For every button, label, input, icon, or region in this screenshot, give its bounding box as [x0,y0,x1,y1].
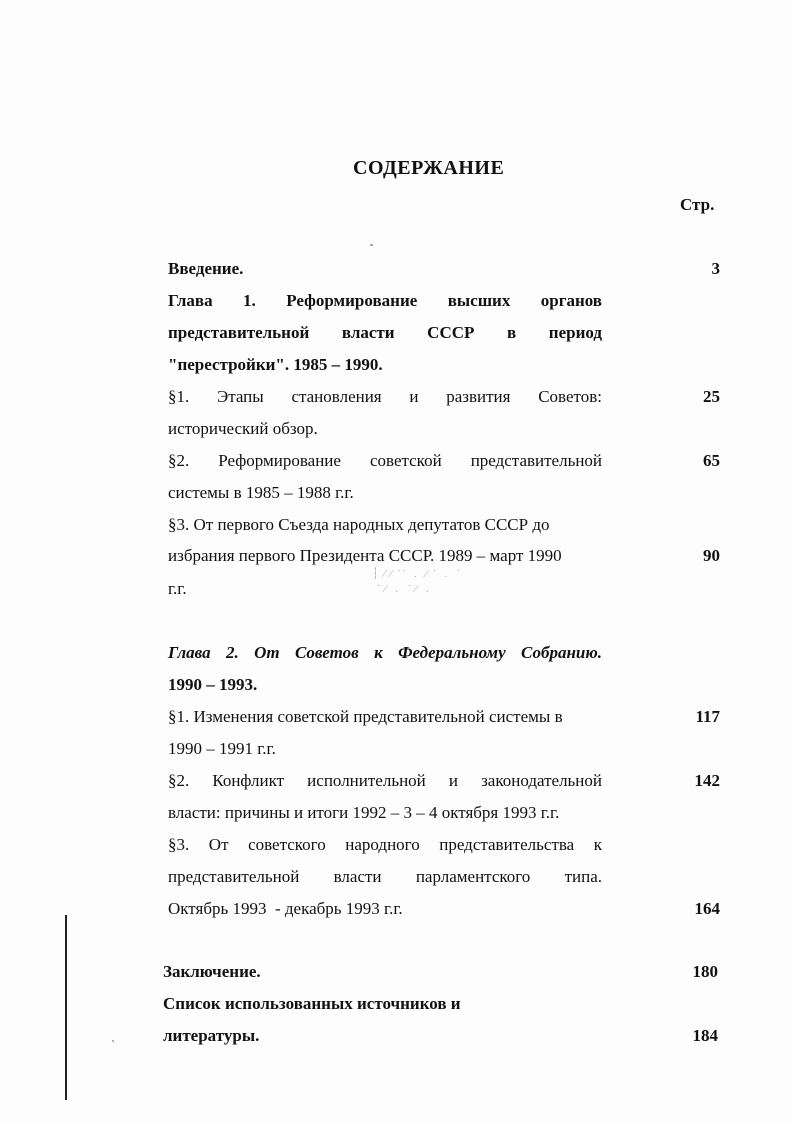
toc-conclusion-page: 180 [692,962,718,981]
toc-sources-page: 184 [692,1026,718,1045]
toc-ch2-line1: Глава 2. От Советов к Федеральному Собранию. [168,643,602,662]
toc-ch1-s1-line1: §1. Этапы становления и развития Советов: [168,387,602,406]
toc-conclusion-label: Заключение. [163,962,261,981]
toc-ch1-line1: Глава 1. Реформирование высших органов [168,291,602,310]
toc-sources-line2: литературы. [163,1026,260,1045]
toc-ch1-s3-line1: §3. От первого Съезда народных депутатов СССР до [168,515,550,534]
toc-ch2-s1-line2: 1990 – 1991 г.г. [168,739,276,758]
page-column-label: Стр. [680,195,715,214]
toc-ch1-s3-line2: избрания первого Президента СССР. 1989 – март 1990 [168,546,562,565]
library-stamp: ┆ ⁄ ⁄ ˙˙ ﹒ ⁄ ˙ ﹒ ˙ [372,568,461,580]
library-stamp-2: ˙ ⁄ ﹒ ˙ ⁄ ﹒ [376,583,434,595]
toc-sources-line1: Список использованных источников и [163,994,461,1013]
scan-edge-line [65,915,67,1100]
toc-ch2-s2-line1: §2. Конфликт исполнительной и законодательной [168,771,603,790]
scan-speck [370,244,373,246]
toc-ch2-s3-page: 164 [694,899,720,918]
toc-intro-label: Введение. [168,259,244,278]
toc-ch1-s3-line3: г.г. [168,579,187,598]
toc-ch2-s1-line1: §1. Изменения советской представительной системы в [168,707,563,726]
toc-ch1-s1-line2: исторический обзор. [168,419,318,438]
toc-intro-page: 3 [711,259,720,278]
toc-ch1-s2-line2: системы в 1985 – 1988 г.г. [168,483,354,502]
toc-ch2-s2-line2: власти: причины и итоги 1992 – 3 – 4 октября 1993 г.г. [168,803,560,822]
toc-ch2-s3-line3: Октябрь 1993 - декабрь 1993 г.г. [168,899,403,918]
toc-ch2-line2: 1990 – 1993. [168,675,258,694]
toc-ch1-s3-page: 90 [703,546,720,565]
toc-ch1-line3: "перестройки". 1985 – 1990. [168,355,383,374]
toc-ch1-s1-page: 25 [703,387,720,406]
toc-ch1-s2-line1: §2. Реформирование советской представительной [168,451,603,470]
toc-ch2-s1-page: 117 [695,707,720,726]
toc-ch1-s2-page: 65 [703,451,720,470]
page-title: СОДЕРЖАНИЕ [353,157,505,179]
toc-ch2-s2-page: 142 [694,771,720,790]
toc-ch2-s3-line1: §3. От советского народного представительства к [168,835,603,854]
toc-ch1-line2: представительной власти СССР в период [168,323,602,342]
scan-speck [112,1040,114,1042]
toc-ch2-s3-line2: представительной власти парламентского типа. [168,867,603,886]
